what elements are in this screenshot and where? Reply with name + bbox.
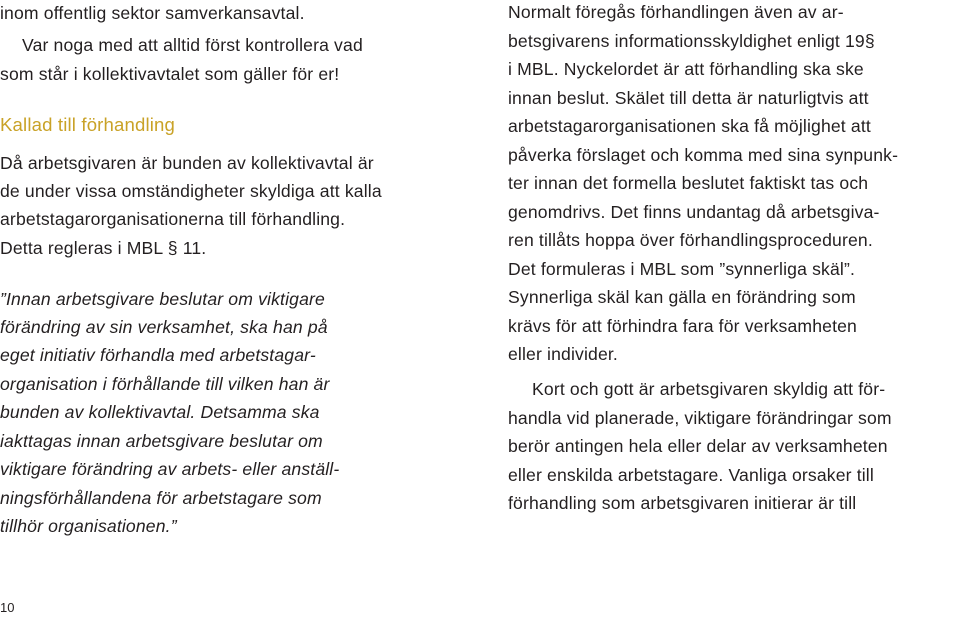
body-line: Normalt föregås förhandlingen även av ar- (508, 2, 844, 22)
body-line: arbetstagarorganisationerna till förhandling. (0, 209, 346, 229)
quote-line: tillhör organisationen.” (0, 516, 177, 536)
quote-line: förändring av sin verksamhet, ska han på (0, 317, 328, 337)
body-line: krävs för att förhindra fara för verksamheten (508, 316, 857, 336)
body-line: berör antingen hela eller delar av verksamheten (508, 436, 888, 456)
section-heading: Kallad till förhandling (0, 114, 176, 135)
quote-line: ningsförhållandena för arbetstagare som (0, 488, 322, 508)
quote-line: viktigare förändring av arbets- eller anställ- (0, 459, 340, 479)
body-line: Synnerliga skäl kan gälla en förändring som (508, 287, 856, 307)
quote-line: iakttagas innan arbetsgivare beslutar om (0, 431, 323, 451)
page-number: 10 (0, 600, 15, 615)
body-line: Kort och gott är arbetsgivaren skyldig att för- (532, 379, 886, 399)
body-line: ter innan det formella beslutet faktiskt tas och (508, 173, 869, 193)
body-line: Då arbetsgivaren är bunden av kollektivavtal är (0, 153, 374, 173)
body-line: i MBL. Nyckelordet är att förhandling ska ske (508, 59, 864, 79)
quote-line: ”Innan arbetsgivare beslutar om viktigare (0, 289, 325, 309)
quote-line: eget initiativ förhandla med arbetstagar- (0, 345, 316, 365)
quote-line: bunden av kollektivavtal. Detsamma ska (0, 402, 320, 422)
body-line: påverka förslaget och komma med sina synpunk- (508, 145, 899, 165)
body-line: ren tillåts hoppa över förhandlingsproceduren. (508, 230, 873, 250)
intro-line: inom offentlig sektor samverkansavtal. (0, 3, 305, 23)
body-line: Detta regleras i MBL § 11. (0, 238, 207, 258)
body-line: innan beslut. Skälet till detta är naturligtvis att (508, 88, 869, 108)
intro-line: som står i kollektivavtalet som gäller för er! (0, 64, 340, 84)
body-line: handla vid planerade, viktigare förändringar som (508, 408, 892, 428)
body-line: Det formuleras i MBL som ”synnerliga skäl”. (508, 259, 856, 279)
intro-line: Var noga med att alltid först kontrollera vad (22, 35, 363, 55)
body-line: arbetstagarorganisationen ska få möjlighet att (508, 116, 871, 136)
quote-line: organisation i förhållande till vilken han är (0, 374, 330, 394)
body-line: de under vissa omständigheter skyldiga att kalla (0, 181, 382, 201)
body-line: betsgivarens informationsskyldighet enligt 19§ (508, 31, 875, 51)
body-line: genomdrivs. Det finns undantag då arbetsgiva- (508, 202, 880, 222)
body-line: eller enskilda arbetstagare. Vanliga orsaker till (508, 465, 874, 485)
body-line: förhandling som arbetsgivaren initierar är till (508, 493, 857, 513)
body-line: eller individer. (508, 344, 618, 364)
